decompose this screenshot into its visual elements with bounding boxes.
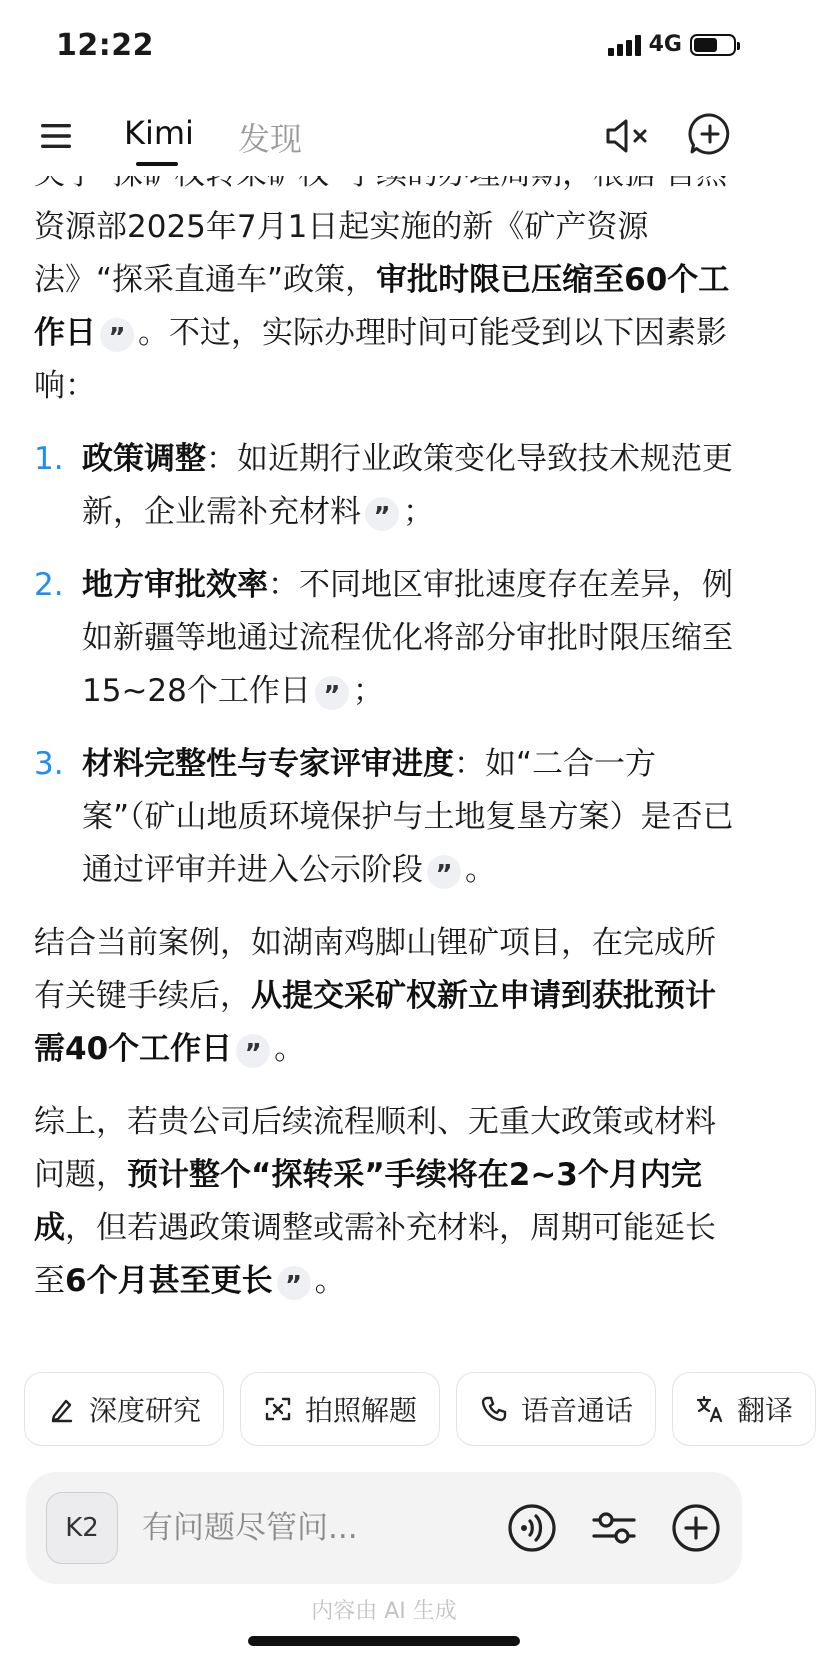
photo-solve-chip[interactable] — [240, 1372, 440, 1446]
list-item — [34, 559, 738, 718]
summary-text-end: 。 — [314, 1263, 346, 1299]
case-text: 结合当前案例，如湖南鸡脚山锂矿项目，在完成所有关键手续后， — [34, 925, 716, 1014]
assistant-message — [34, 148, 738, 1328]
translate-icon — [695, 1394, 725, 1424]
chip-label: 深度研究 — [89, 1394, 202, 1427]
menu-icon[interactable] — [38, 118, 74, 154]
translate-chip[interactable] — [672, 1372, 816, 1446]
home-indicator[interactable] — [248, 1636, 520, 1646]
summary-emphasis: 预计整个“探转采”手续将在2~3个月内完成 — [34, 1157, 702, 1246]
list-item-end: 。 — [465, 852, 496, 888]
list-item-title: 材料完整性与专家评审进度 — [82, 746, 454, 782]
list-item — [34, 433, 738, 539]
citation-icon[interactable]: ” — [277, 1266, 311, 1300]
list-item-title: 地方审批效率 — [82, 567, 268, 603]
citation-icon[interactable]: ” — [427, 855, 461, 889]
chip-label: 语音通话 — [521, 1394, 634, 1427]
list-number: 3. — [34, 746, 64, 782]
intro-text: 资源部2025年7月1日起实施的新《矿产资源法》“探采直通车”政策， — [34, 209, 649, 298]
scan-icon — [263, 1394, 293, 1424]
battery-icon — [690, 34, 736, 56]
case-emphasis: 从提交采矿权新立申请到获批预计需40个工作日 — [34, 978, 716, 1067]
paragraph-case — [34, 917, 738, 1076]
list-item-end: ； — [403, 494, 434, 530]
deep-research-chip[interactable] — [24, 1372, 224, 1446]
top-nav — [0, 96, 768, 176]
voice-call-chip[interactable] — [456, 1372, 656, 1446]
citation-icon[interactable]: ” — [315, 676, 349, 710]
quick-actions — [24, 1372, 794, 1446]
citation-icon[interactable]: ” — [365, 497, 399, 531]
phone-icon — [479, 1394, 509, 1424]
chip-label: 拍照解题 — [305, 1394, 418, 1427]
add-attachment-icon[interactable] — [670, 1502, 722, 1554]
paragraph-intro — [34, 148, 738, 413]
pen-icon — [47, 1394, 77, 1424]
list-item-text: ：不同地区审批速度存在差异，例如新疆等地通过流程优化将部分审批时限压缩至15~28个工作日 — [82, 567, 733, 709]
summary-text-mid: ，但若遇政策调整或需补充材料，周期可能延长至 — [34, 1210, 716, 1299]
list-item-end: ； — [352, 673, 384, 709]
sliders-icon[interactable] — [588, 1502, 640, 1554]
active-tab-indicator — [136, 162, 178, 166]
list-number: 2. — [34, 567, 64, 603]
list-number: 1. — [34, 441, 64, 477]
composer — [26, 1472, 742, 1584]
message-viewport[interactable] — [0, 176, 768, 1336]
signal-icon — [608, 34, 641, 56]
citation-icon[interactable]: ” — [100, 318, 134, 352]
status-bar — [0, 0, 768, 96]
list-item-text: ：如近期行业政策变化导致技术规范更新，企业需补充材料 — [82, 441, 733, 530]
case-text-end: 。 — [274, 1031, 306, 1067]
message-input[interactable] — [142, 1500, 482, 1556]
network-type: 4G — [648, 32, 682, 57]
intro-emphasis: 审批时限已压缩至60个工作日 — [34, 262, 730, 351]
list-item-text: ：如“二合一方案”（矿山地质环境保护与土地复垦方案）是否已通过评审并进入公示阶段 — [82, 746, 734, 888]
speaker-mute-icon[interactable] — [604, 116, 652, 156]
status-indicators — [608, 32, 736, 57]
paragraph-summary — [34, 1096, 738, 1308]
model-selector[interactable]: K2 — [46, 1492, 118, 1564]
citation-icon[interactable]: ” — [236, 1034, 270, 1068]
list-item-title: 政策调整 — [82, 441, 206, 477]
intro-text-end: 。不过，实际办理时间可能受到以下因素影响： — [34, 315, 727, 404]
summary-emphasis-2: 6个月甚至更长 — [65, 1263, 273, 1299]
ai-disclaimer: 内容由 AI 生成 — [311, 1599, 457, 1624]
status-time: 12:22 — [56, 28, 154, 63]
voice-input-icon[interactable] — [506, 1502, 558, 1554]
tab-kimi[interactable]: Kimi — [124, 114, 194, 152]
tab-discover[interactable]: 发现 — [238, 120, 303, 158]
chip-label: 翻译 — [737, 1394, 794, 1427]
summary-text: 综上，若贵公司后续流程顺利、无重大政策或材料问题， — [34, 1104, 716, 1193]
list-item — [34, 738, 738, 897]
new-chat-icon[interactable] — [688, 112, 732, 156]
